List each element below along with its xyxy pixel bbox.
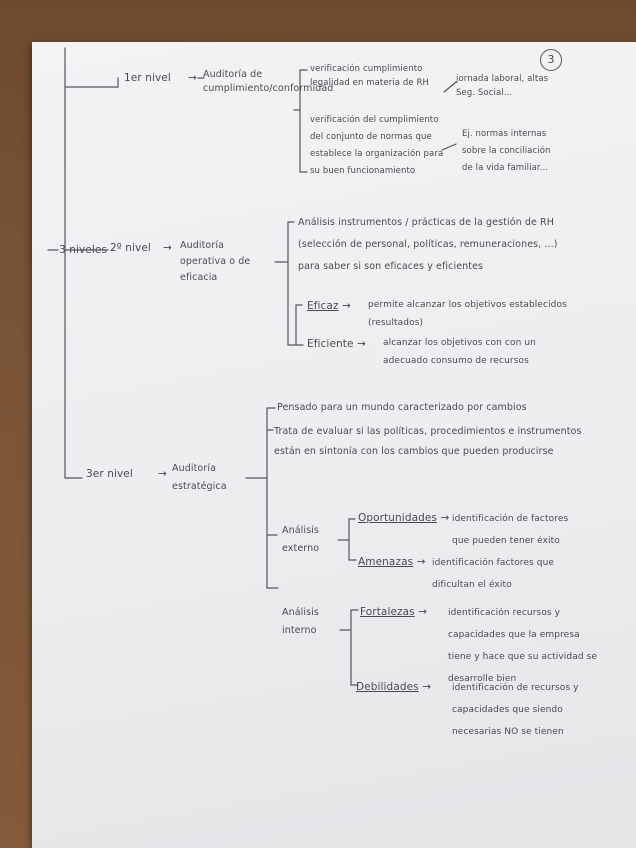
strengths-def: identificación recursos y capacidades que la empresa tiene y hace que su actividad se desarrolle bien bbox=[448, 608, 598, 684]
opportunities-term: Oportunidades → bbox=[358, 512, 450, 524]
level3-arrow: → bbox=[158, 468, 167, 480]
weaknesses-def: identificación de recursos y capacidades que siendo necesarias NO se tienen bbox=[452, 683, 579, 737]
opportunities-def: identificación de factores que pueden tener éxito bbox=[452, 514, 569, 546]
level2-analysis: Análisis instrumentos / prácticas de la gestión de RH (selección de personal, políticas, remuneraciones, ...) para saber si son eficaces y eficientes bbox=[298, 217, 558, 272]
level3-title: 3er nivel bbox=[86, 468, 133, 480]
level2-title: 2º nivel bbox=[110, 242, 151, 254]
level3-point1: Pensado para un mundo caracterizado por cambios bbox=[277, 402, 527, 413]
level1-item2-example: Ej. normas internas sobre la conciliación de la vida familiar... bbox=[462, 129, 551, 173]
threats-term: Amenazas → bbox=[358, 556, 426, 568]
level1-item1: verificación cumplimiento legalidad en materia de RH bbox=[310, 64, 429, 88]
level2-type: Auditoría operativa o de eficacia bbox=[180, 240, 251, 283]
threats-def: identificación factores que dificultan el éxito bbox=[432, 558, 555, 590]
strengths-term: Fortalezas → bbox=[360, 606, 428, 618]
level2-eficiente-term: Eficiente → bbox=[307, 338, 366, 350]
level2-eficaz-def: permite alcanzar los objetivos establecidos (resultados) bbox=[368, 300, 567, 328]
level1-item2: verificación del cumplimiento del conjunto de normas que establece la organización para su buen funcionamiento bbox=[310, 115, 444, 176]
level2-eficaz-term: Eficaz → bbox=[307, 300, 351, 312]
root-label: 3 niveles bbox=[59, 244, 108, 256]
level2-arrow: → bbox=[163, 242, 172, 254]
weaknesses-term: Debilidades → bbox=[356, 681, 432, 693]
level3-type: Auditoría estratégica bbox=[172, 463, 227, 492]
level1-arrow: → bbox=[188, 72, 197, 84]
level1-item1-example: jornada laboral, altas Seg. Social... bbox=[456, 74, 549, 98]
level1-title: 1er nivel bbox=[124, 72, 171, 84]
level2-eficiente-def: alcanzar los objetivos con con un adecuado consumo de recursos bbox=[383, 338, 536, 366]
internal-analysis-label: Análisis interno bbox=[282, 607, 319, 636]
external-analysis-label: Análisis externo bbox=[282, 525, 320, 554]
page-number: 3 bbox=[540, 49, 562, 71]
level3-point2: Trata de evaluar si las políticas, procedimientos e instrumentos están en sintonía con los cambios que pueden producirse bbox=[274, 426, 582, 457]
level1-type: Auditoría de cumplimiento/conformidad bbox=[203, 69, 334, 94]
